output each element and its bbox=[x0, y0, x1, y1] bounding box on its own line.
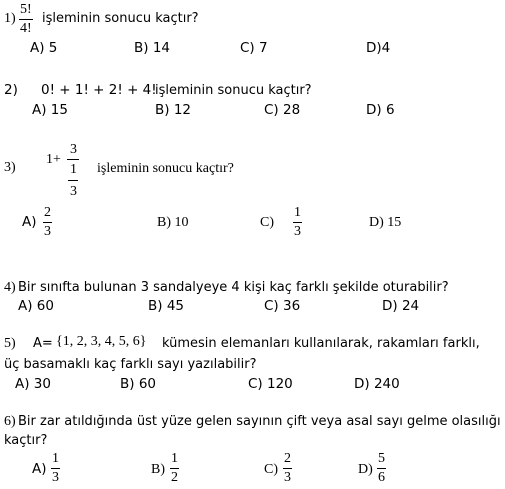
option-c-label[interactable]: C) bbox=[260, 215, 274, 230]
option-a-label[interactable]: A) bbox=[22, 214, 37, 230]
inner-denominator: 3 bbox=[70, 184, 77, 199]
question-expression: 0! + 1! + 2! + 4! bbox=[41, 82, 157, 98]
question-number: 3) bbox=[4, 160, 16, 175]
option-a[interactable]: A) 30 bbox=[15, 376, 51, 392]
fraction-denominator: 3 bbox=[294, 224, 301, 239]
fraction-denominator: 6 bbox=[378, 470, 385, 485]
option-d[interactable]: D) 24 bbox=[382, 298, 420, 314]
option-b[interactable]: B) 45 bbox=[148, 298, 184, 314]
fraction-numerator: 1 bbox=[52, 451, 59, 466]
option-a-label[interactable]: A) bbox=[32, 461, 47, 477]
outer-numerator: 3 bbox=[70, 142, 77, 157]
question-text-line2: kaçtır? bbox=[4, 433, 48, 448]
option-b-fraction[interactable] bbox=[170, 452, 179, 485]
set-elements: {1, 2, 3, 4, 5, 6} bbox=[56, 334, 147, 349]
option-d[interactable]: D)4 bbox=[366, 40, 391, 56]
option-c-fraction[interactable] bbox=[293, 206, 302, 239]
option-b[interactable]: B) 14 bbox=[134, 40, 170, 56]
fraction-denominator: 3 bbox=[284, 470, 291, 485]
option-d-fraction[interactable] bbox=[377, 452, 386, 485]
option-d[interactable]: D) 6 bbox=[366, 102, 395, 118]
outer-fraction-bar bbox=[67, 159, 79, 160]
set-prefix: A= bbox=[33, 336, 53, 351]
inner-fraction-bar bbox=[68, 180, 78, 181]
question-number: 2) bbox=[4, 82, 18, 98]
question-text-line1: kümesin elemanları kullanılarak, rakamları farklı, bbox=[162, 336, 480, 351]
question-number: 4) bbox=[4, 280, 16, 295]
question-text: işleminin sonucu kaçtır? bbox=[42, 11, 199, 26]
option-a[interactable]: A) 5 bbox=[30, 40, 58, 56]
fraction-numerator: 2 bbox=[284, 451, 291, 466]
fraction-denominator: 2 bbox=[171, 470, 178, 485]
option-b-label[interactable]: B) bbox=[151, 462, 165, 477]
fraction-denominator: 3 bbox=[44, 224, 51, 239]
option-c-label[interactable]: C) bbox=[264, 462, 278, 477]
option-c[interactable]: C) 120 bbox=[248, 376, 293, 392]
question-number: 5) bbox=[4, 336, 16, 351]
fraction-denominator: 3 bbox=[52, 470, 59, 485]
option-b[interactable]: B) 10 bbox=[157, 215, 189, 230]
option-b[interactable]: B) 12 bbox=[155, 102, 191, 118]
fraction-numerator: 5! bbox=[20, 2, 32, 17]
option-c[interactable]: C) 28 bbox=[264, 102, 301, 118]
expression-lead: 1+ bbox=[46, 152, 61, 167]
fraction-5-over-4 bbox=[19, 3, 33, 36]
option-c[interactable]: C) 7 bbox=[240, 40, 268, 56]
fraction-numerator: 5 bbox=[378, 451, 385, 466]
option-a[interactable]: A) 15 bbox=[32, 102, 68, 118]
option-d[interactable]: D) 240 bbox=[354, 376, 400, 392]
option-a-fraction[interactable] bbox=[51, 452, 60, 485]
option-c[interactable]: C) 36 bbox=[264, 298, 301, 314]
fraction-numerator: 1 bbox=[171, 451, 178, 466]
question-text: işleminin sonucu kaçtır? bbox=[155, 83, 312, 98]
question-number: 6) bbox=[4, 414, 16, 429]
option-c-fraction[interactable] bbox=[283, 452, 292, 485]
fraction-numerator: 2 bbox=[44, 205, 51, 220]
question-text-line2: üç basamaklı kaç farklı sayı yazılabilir? bbox=[4, 357, 257, 372]
question-text: Bir sınıfta bulunan 3 sandalyeye 4 kişi kaç farklı şekilde oturabilir? bbox=[18, 280, 449, 295]
fraction-numerator: 1 bbox=[294, 205, 301, 220]
inner-numerator: 1 bbox=[70, 162, 77, 177]
fraction-denominator: 4! bbox=[20, 21, 32, 36]
option-b[interactable]: B) 60 bbox=[120, 376, 156, 392]
option-d[interactable]: D) 15 bbox=[369, 215, 402, 230]
question-text: işleminin sonucu kaçtır? bbox=[97, 161, 234, 176]
option-a-fraction[interactable] bbox=[43, 206, 52, 239]
option-a[interactable]: A) 60 bbox=[18, 298, 54, 314]
question-number: 1) bbox=[4, 11, 16, 26]
question-text-line1: Bir zar atıldığında üst yüze gelen sayının çift veya asal sayı gelme olasılığı bbox=[18, 414, 501, 429]
option-d-label[interactable]: D) bbox=[358, 462, 373, 477]
